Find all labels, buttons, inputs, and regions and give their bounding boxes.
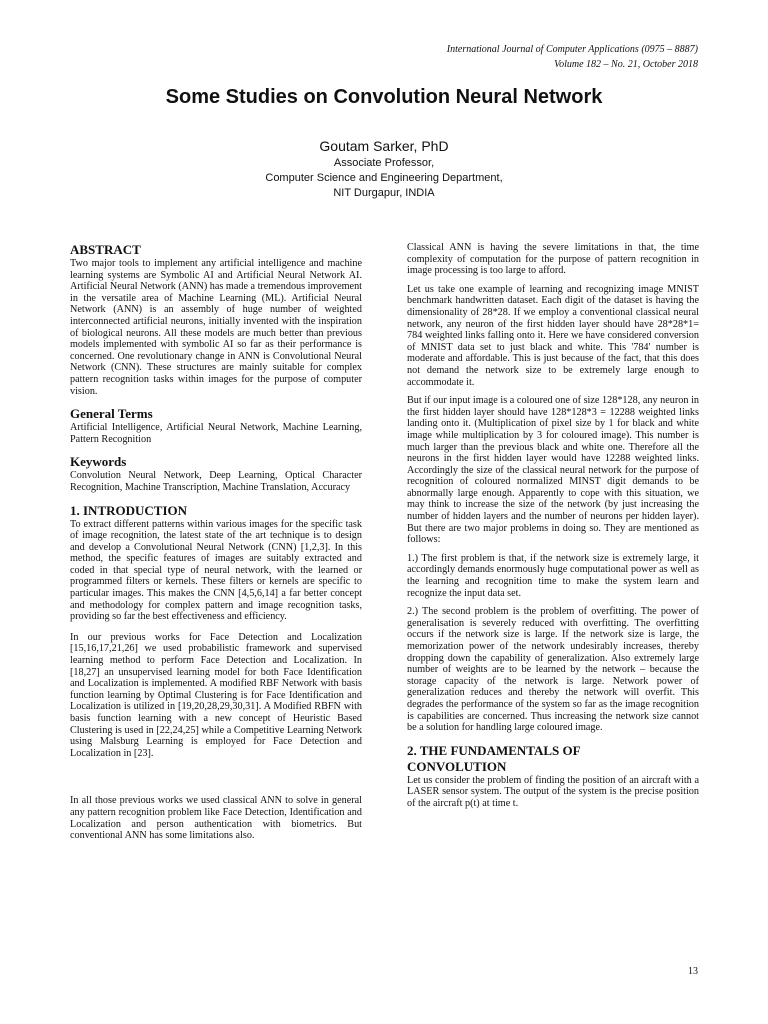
author-institution: NIT Durgapur, INDIA (333, 187, 435, 199)
abstract-text: Two major tools to implement any artificial intelligence and machine learning systems are Symbolic AI and Artificial Neural Network AI. Artificial Neural Network (ANN) has made a tremendous improvement in the versatile area of Machine Learning (ML). Artificial Neural Network (ANN) is an assembly of huge number of weighted interconnected artificial neurons, initially invented with the inspiration of biological neurons. All these models are much better than previous models implemented with symbolic AI so far as their performance is concerned. One revolutionary change in ANN is Convolutional Neural Network (CNN). These structures are mainly suitable for complex pattern recognition tasks within images for the purpose of computer vision. (70, 258, 362, 397)
right-paragraph-6: Let us consider the problem of finding the position of an aircraft with a LASER sensor system. The output of the system is the precise position of the aircraft p(t) at time t. (407, 774, 699, 809)
introduction-paragraph-2: In our previous works for Face Detection and Localization [15,16,17,21,26] we used probabilistic framework and supervised learning method to perform Face Detection and Localization. In [18,27] an unsupervised learning model for both Face Identification and Localization is implemented. A modified RBF Network with basis function learning by Optimal Clustering is for Face Identification and Localization is utilized in [19,20,28,29,30,31]. A Modified RBFN with basis function learning with a new concept of Heuristic Based Clustering is used in [22,24,25] while a Competitive Learning Network using Malsburg Learning is employed for Face Detection and Localization in [23]. (70, 631, 362, 759)
paper-title: Some Studies on Convolution Neural Network (165, 86, 603, 108)
journal-volume: Volume 182 – No. 21, October 2018 (554, 59, 698, 70)
left-column (70, 242, 362, 842)
right-paragraph-4: 1.) The first problem is that, if the network size is extremely large, it accordingly demands enormously huge computational power as well as the learning and recognition time to make the system learn and recognize the input data set. (407, 552, 699, 599)
author-position: Associate Professor, (333, 157, 435, 169)
journal-header (447, 42, 698, 72)
author-department: Computer Science and Engineering Department, (265, 172, 503, 184)
right-paragraph-5: 2.) The second problem is the problem of overfitting. The power of generalisation is severely reduced with overfitting. The overfitting occurs if the network size is large. If the network size is large, the memorization power of the network undesirably increases, thereby dropping down the capability of generalization. Also extremely large number of weights are to be learned by the network – because the storage capacity of the network is large. Network power of generalization reduces and thereby the network will overfit. This degrades the performance of the system so far as the image recognition is capabilities are concerned. Thus increasing the network size cannot be a solution for handling large coloured image. (407, 606, 699, 734)
right-paragraph-3: But if our input image is a coloured one of size 128*128, any neuron in the first hidden layer should have 128*128*3 = 12288 weighted links landing onto it. (Multiplication of pixel size by 1 for black and white image while multiplication by 3 for coloured image). This number is much larger than the previous black and white one. Therefore all the neurons in the first hidden layer would have 12288 weighted links. Accordingly the size of the classical neural network for the purpose of recognition of coloured normalized MINST digit demands to be abnormally large enough. Apparently to cope with this situation, we may think to increase the size of the network (by just increasing the number of hidden layers and the number of neurons per hidden layer). But there are two major problems in doing so. They are mentioned as follows: (407, 395, 699, 546)
author-name: Goutam Sarker, PhD (319, 138, 449, 154)
introduction-heading: 1. INTRODUCTION (70, 502, 188, 518)
fundamentals-heading-line-1: 2. THE FUNDAMENTALS OF (407, 742, 581, 758)
abstract-heading: ABSTRACT (70, 242, 141, 257)
right-column (407, 242, 699, 810)
keywords-text: Convolution Neural Network, Deep Learning, Optical Character Recognition, Machine Transcription, Machine Translation, Accuracy (70, 470, 362, 493)
page-number: 13 (688, 966, 698, 977)
keywords-heading: Keywords (70, 454, 127, 470)
author-block (0, 136, 768, 201)
general-terms-heading: General Terms (70, 406, 153, 422)
journal-name: International Journal of Computer Applications (0975 – 8887) (446, 44, 698, 55)
fundamentals-heading-line-2: CONVOLUTION (407, 758, 507, 774)
introduction-paragraph-3: In all those previous works we used classical ANN to solve in general any pattern recognition problem like Face Detection, Identification and Localization and person authentication with biometrics. But conventional ANN has some limitations also. (70, 795, 362, 842)
general-terms-text: Artificial Intelligence, Artificial Neural Network, Machine Learning, Pattern Recognition (70, 422, 362, 445)
introduction-paragraph-1: To extract different patterns within various images for the specific task of image recognition, the latest state of the art technique is to design and develop a Convolutional Neural Network (CNN) [1,2,3]. In this method, the specific features of images are suitably extracted and coded in that special type of neural network, with the learned or programmed filters or kernels. These filters or kernels are specific to particular images. This makes the CNN [4,5,6,14] a far better concept and methodology for complex pattern and image recognition tasks, providing so far the best effectiveness and efficiency. (70, 518, 362, 623)
right-paragraph-1: Classical ANN is having the severe limitations in that, the time complexity of computation for the purpose of pattern recognition in image processing is too large to afford. (407, 242, 699, 277)
right-paragraph-2: Let us take one example of learning and recognizing image MNIST benchmark handwritten dataset. Each digit of the dataset is having the dimensionality of 28*28. If we employ a conventional classical neural network, any neuron of the first hidden layer should have 28*28*1= 784 weighted links falling onto it. Here we have considered conversion of MNIST data set to just black and white. This '784' number is moderate and affordable. This is just because of the fact, that this does not demand the network size to be extremely large enough to accommodate it. (407, 283, 699, 388)
